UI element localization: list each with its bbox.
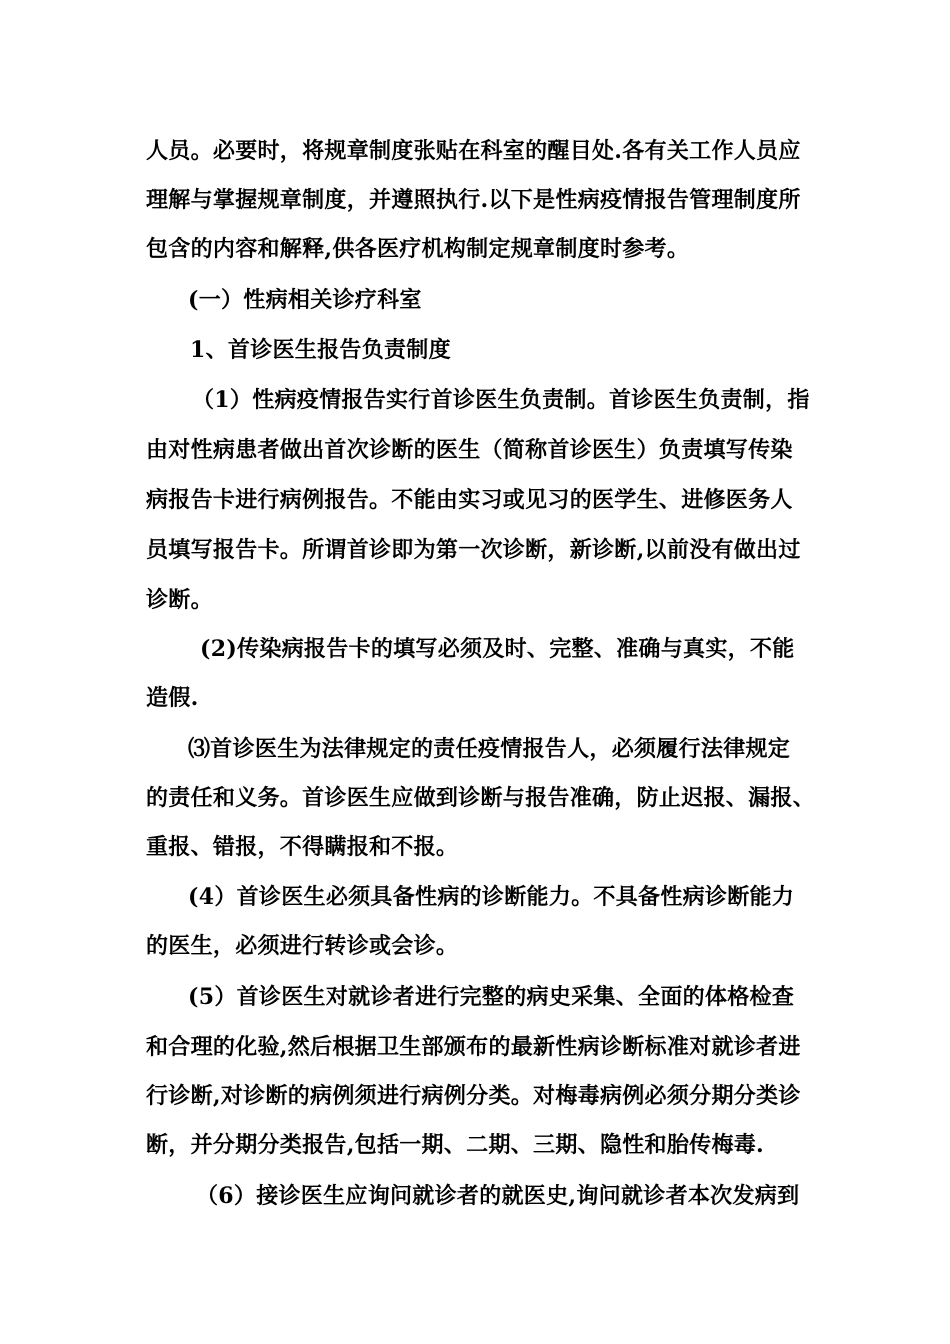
text-line: 的医生，必须进行转诊或会诊。	[146, 933, 459, 959]
text-line: 行诊断,对诊断的病例须进行病例分类。对梅毒病例必须分期分类诊	[146, 1083, 801, 1109]
text-line: 断，并分期分类报告,包括一期、二期、三期、隐性和胎传梅毒.	[146, 1132, 765, 1158]
text-line: 人员。必要时，将规章制度张贴在科室的醒目处.各有关工作人员应	[146, 138, 801, 164]
text-line: 包含的内容和解释,供各医疗机构制定规章制度时参考。	[146, 236, 690, 262]
section-heading: (一）性病相关诊疗科室	[188, 287, 422, 313]
text-line: 理解与掌握规章制度，并遵照执行.以下是性病疫情报告管理制度所	[146, 187, 801, 213]
text-line: 诊断。	[146, 587, 213, 613]
text-line: 的责任和义务。首诊医生应做到诊断与报告准确，防止迟报、漏报、	[146, 785, 816, 811]
text-line: (4）首诊医生必须具备性病的诊断能力。不具备性病诊断能力	[188, 884, 795, 910]
text-line: (5）首诊医生对就诊者进行完整的病史采集、全面的体格检查	[188, 984, 795, 1010]
text-line: 造假.	[146, 685, 199, 711]
text-line: 由对性病患者做出首次诊断的医生（简称首诊医生）负责填写传染	[146, 437, 793, 463]
text-line: 员填写报告卡。所谓首诊即为第一次诊断，新诊断,以前没有做出过	[146, 537, 801, 563]
text-line: (2)传染病报告卡的填写必须及时、完整、准确与真实，不能	[200, 636, 795, 662]
text-line: （6）接诊医生应询问就诊者的就医史,询问就诊者本次发病到	[196, 1183, 800, 1209]
text-line: 重报、错报，不得瞒报和不报。	[146, 834, 459, 860]
text-line: 病报告卡进行病例报告。不能由实习或见习的医学生、进修医务人	[146, 487, 793, 513]
text-line: 和合理的化验,然后根据卫生部颁布的最新性病诊断标准对就诊者进	[146, 1034, 801, 1060]
text-line: ⑶首诊医生为法律规定的责任疫情报告人，必须履行法律规定	[188, 736, 791, 762]
subsection-heading: 1、首诊医生报告负责制度	[190, 337, 451, 363]
text-line: （1）性病疫情报告实行首诊医生负责制。首诊医生负责制，指	[192, 387, 810, 413]
